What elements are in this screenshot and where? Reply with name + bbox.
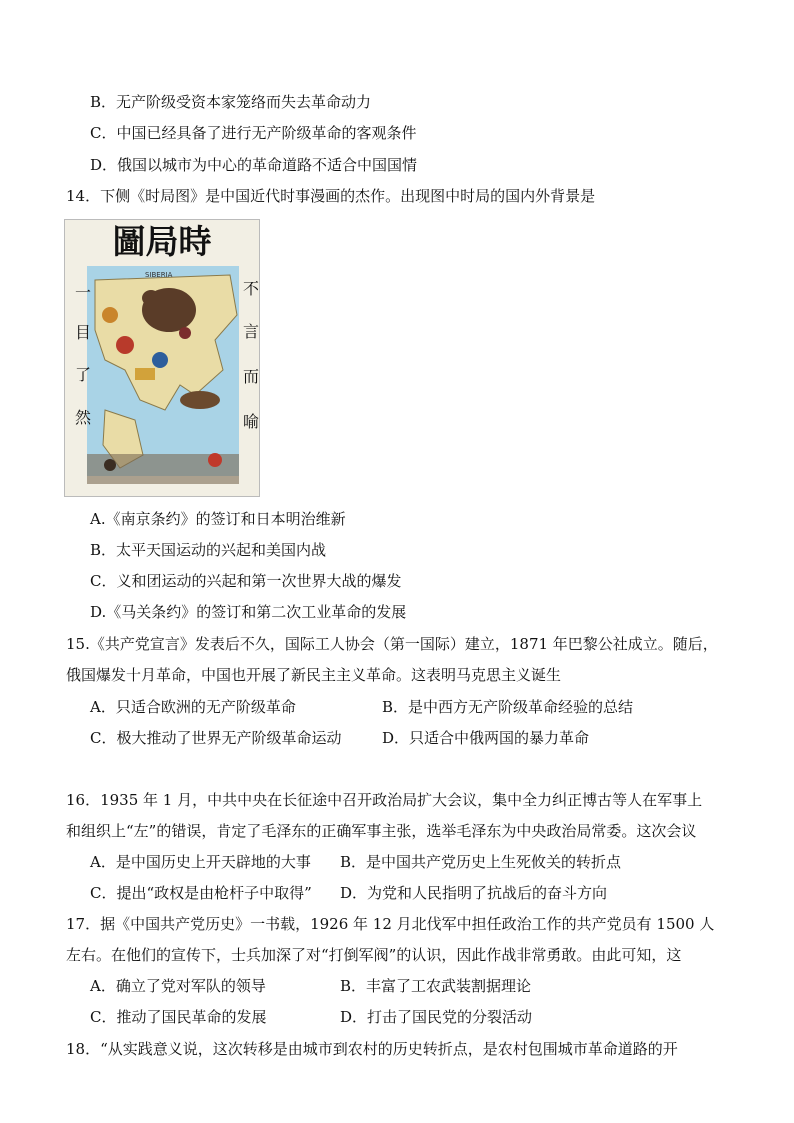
cartoon-image — [65, 220, 259, 496]
cartoon-title: 圖局時 — [112, 222, 212, 261]
q13-option-d: D．俄国以城市为中心的革命道路不适合中国国情 — [90, 156, 418, 174]
q15-stem-line2: 俄国爆发十月革命，中国也开展了新民主主义革命。这表明马克思主义诞生 — [66, 666, 562, 684]
right-caption-1: 不 — [243, 279, 259, 298]
figure-1 — [102, 307, 118, 323]
q17-option-b: B．丰富了工农武装割据理论 — [340, 977, 532, 995]
q17-stem-line1: 17．据《中国共产党历史》一书载，1926 年 12 月北伐军中担任政治工作的共产党员有 1500 人 — [66, 915, 715, 933]
q13-option-b: B．无产阶级受资本家笼络而失去革命动力 — [90, 93, 372, 111]
figure-5 — [104, 459, 116, 471]
q16-stem-line1: 16．1935 年 1 月，中共中央在长征途中召开政治局扩大会议，集中全力纠正博古等人在军事上 — [66, 791, 703, 809]
left-caption-4: 然 — [75, 408, 92, 427]
left-caption-2: 目 — [75, 323, 92, 342]
q17-option-a: A．确立了党对军队的领导 — [90, 977, 266, 995]
q17-stem-line2: 左右。在他们的宣传下，士兵加深了对“打倒军阀”的认识，因此作战非常勇敢。由此可知，这 — [66, 946, 682, 964]
q16-option-a: A．是中国历史上开天辟地的大事 — [90, 853, 311, 871]
left-caption-3: 了 — [75, 365, 92, 384]
q17-option-c: C．推动了国民革命的发展 — [90, 1008, 267, 1026]
q15-option-b: B．是中西方无产阶级革命经验的总结 — [382, 698, 634, 716]
left-caption-1: 一 — [75, 283, 92, 302]
q15-option-d: D．只适合中俄两国的暴力革命 — [382, 729, 590, 747]
right-caption-4: 喻 — [243, 412, 259, 431]
q17-option-d: D．打击了国民党的分裂活动 — [340, 1008, 533, 1026]
figure-2 — [116, 336, 134, 354]
right-caption-3: 而 — [243, 367, 259, 386]
q14-option-d: D.《马关条约》的签订和第二次工业革命的发展 — [90, 603, 407, 621]
q14-stem: 14．下侧《时局图》是中国近代时事漫画的杰作。出现图中时局的国内外背景是 — [66, 187, 596, 205]
q15-stem-line1: 15.《共产党宣言》发表后不久，国际工人协会（第一国际）建立，1871 年巴黎公社成立。随后， — [66, 635, 718, 653]
figure-3 — [152, 352, 168, 368]
figure-6 — [208, 453, 222, 467]
q13-option-c: C．中国已经具备了进行无产阶级革命的客观条件 — [90, 124, 417, 142]
q16-option-b: B．是中国共产党历史上生死攸关的转折点 — [340, 853, 622, 871]
q16-option-d: D．为党和人民指明了抗战后的奋斗方向 — [340, 884, 608, 902]
q15-option-a: A．只适合欧洲的无产阶级革命 — [90, 698, 296, 716]
bear-head — [142, 290, 160, 306]
q18-stem-line1: 18．“从实践意义说，这次转移是由城市到农村的历史转折点，是农村包围城市革命道路的开 — [66, 1040, 678, 1058]
q16-stem-line2: 和组织上“左”的错误，肯定了毛泽东的正确军事主张，选举毛泽东为中央政治局常委。这次会议 — [66, 822, 697, 840]
q15-option-c: C．极大推动了世界无产阶级革命运动 — [90, 729, 342, 747]
tiger-figure — [135, 368, 155, 380]
figure-4 — [179, 327, 191, 339]
q14-option-a: A.《南京条约》的签订和日本明治维新 — [90, 510, 346, 528]
siberia-label: SIBERIA — [145, 271, 173, 279]
eagle-figure — [180, 391, 220, 409]
right-caption-2: 言 — [243, 322, 259, 341]
q16-option-c: C．提出“政权是由枪杆子中取得” — [90, 884, 312, 902]
q14-option-b: B．太平天国运动的兴起和美国内战 — [90, 541, 327, 559]
q14-option-c: C．义和团运动的兴起和第一次世界大战的爆发 — [90, 572, 402, 590]
shiju-tu-cartoon — [64, 219, 260, 497]
